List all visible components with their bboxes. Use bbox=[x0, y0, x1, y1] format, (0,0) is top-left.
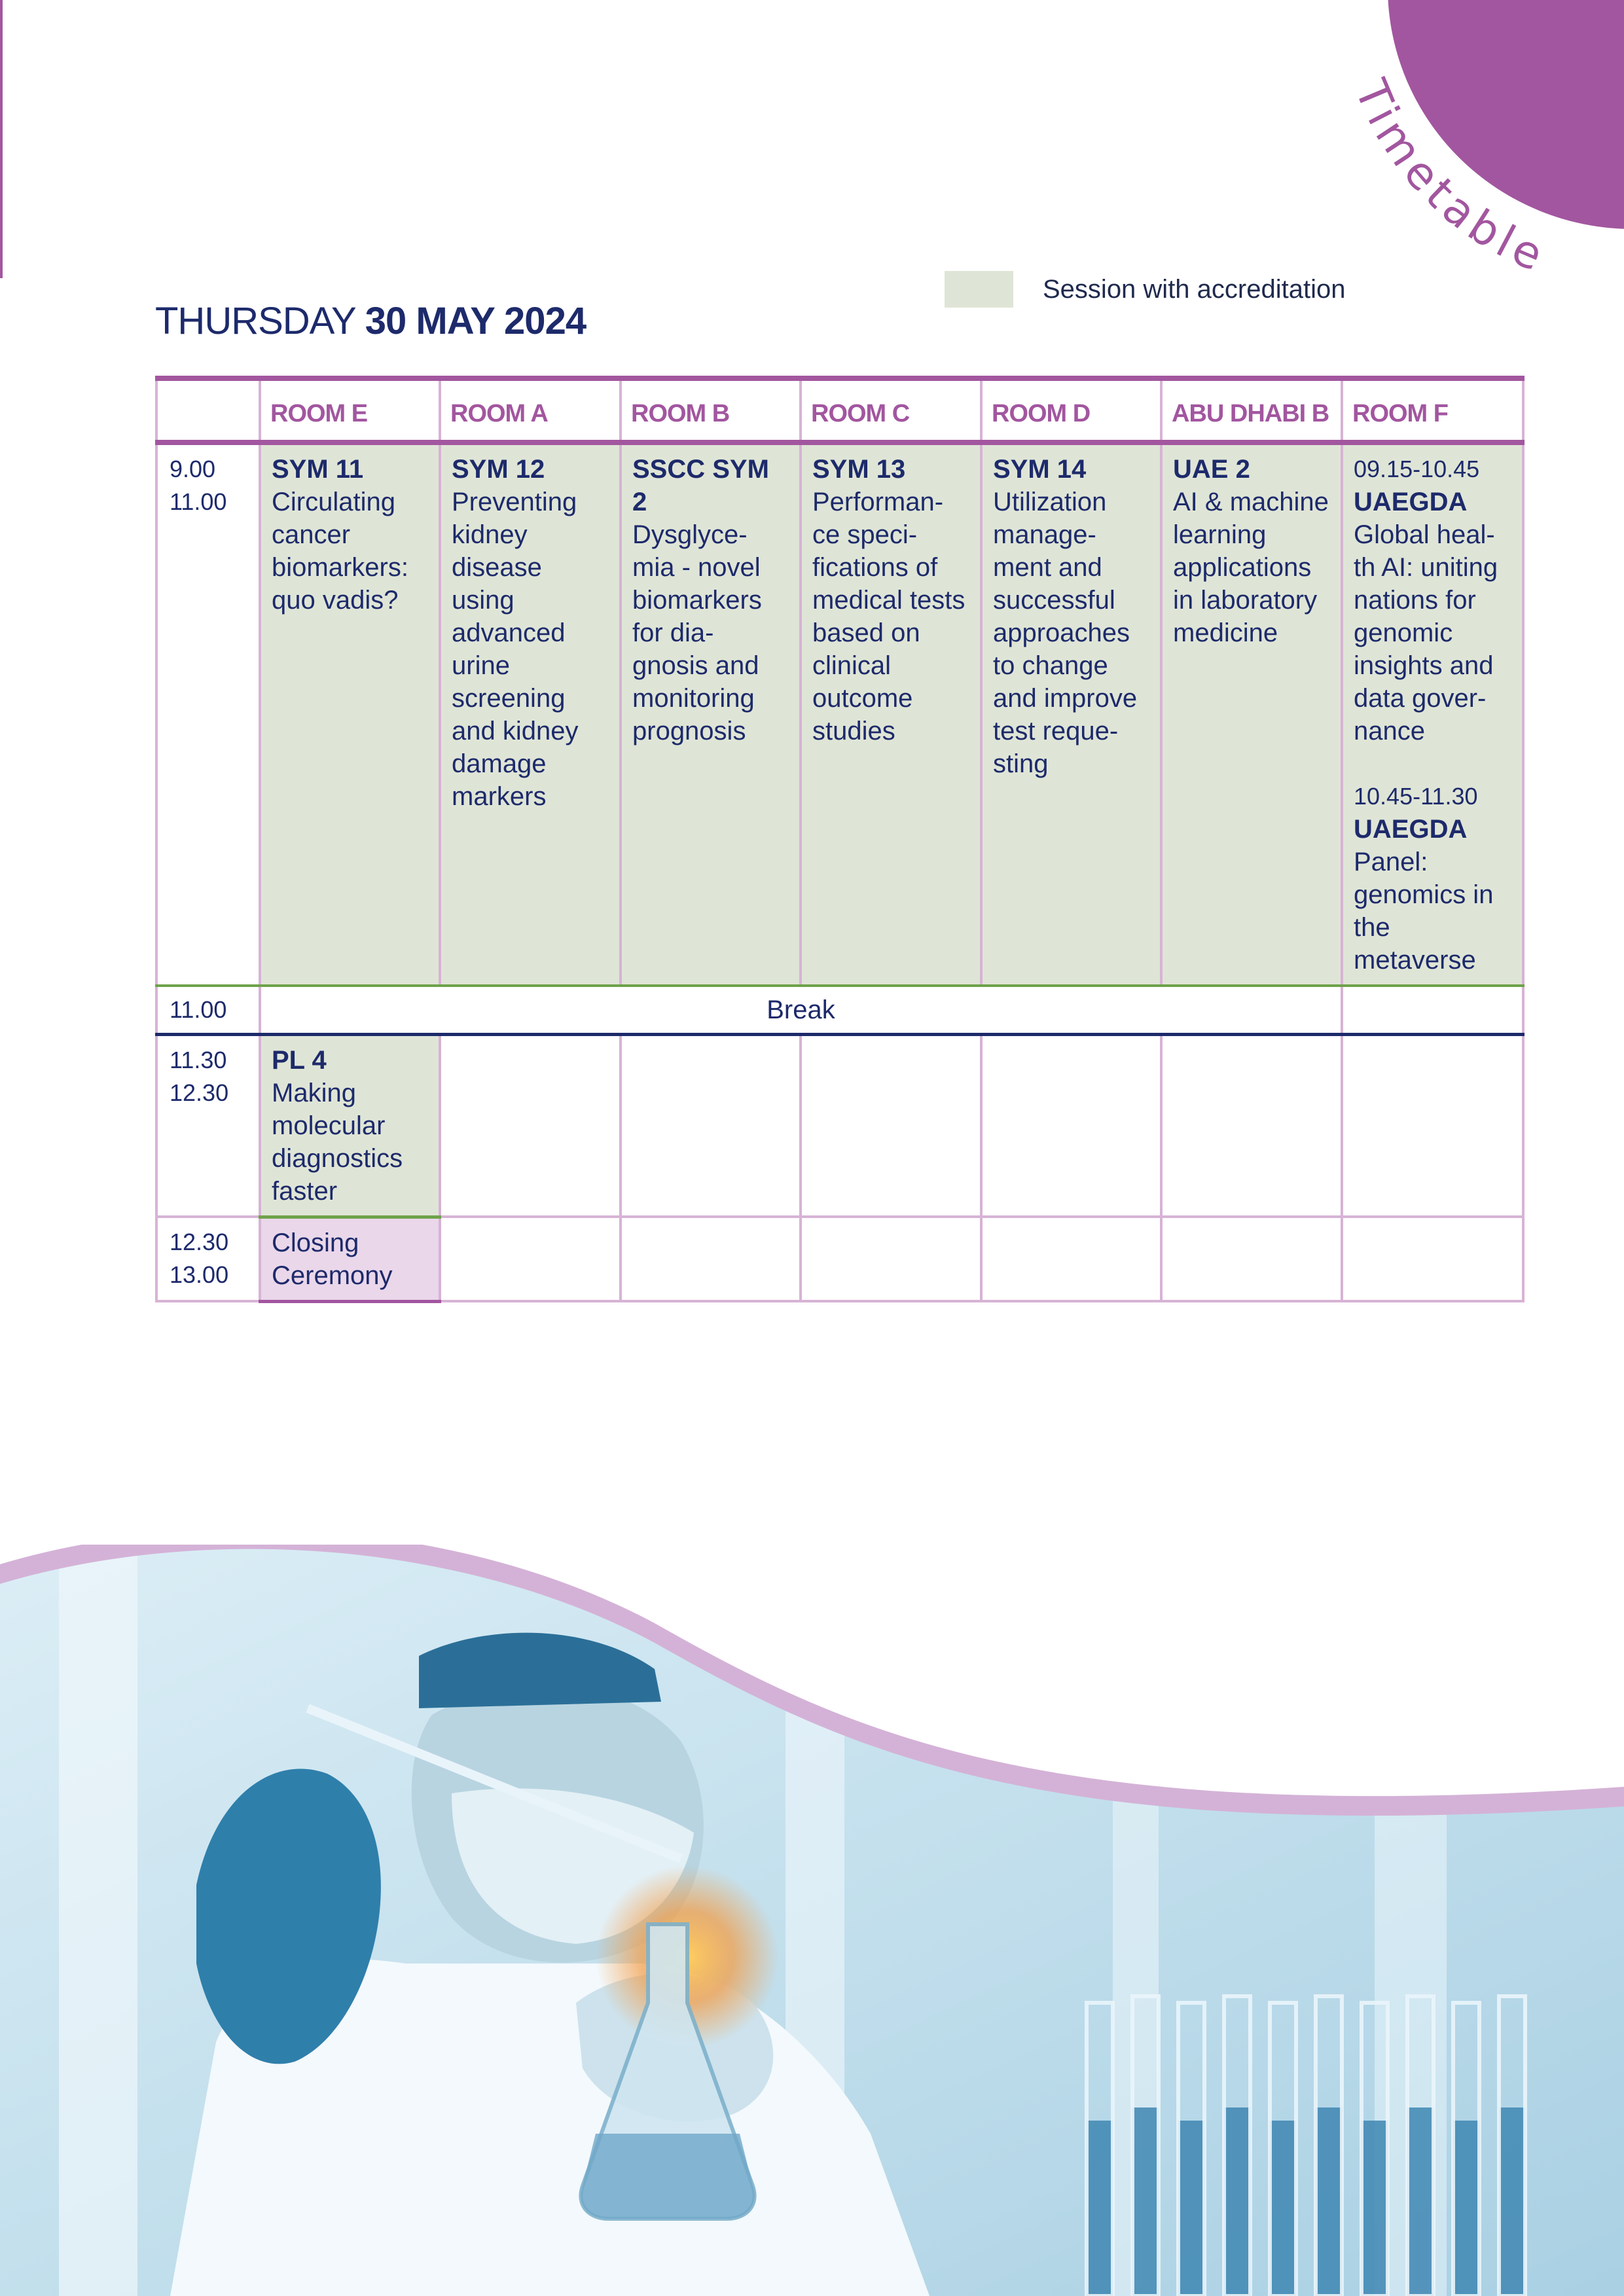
session-cell bbox=[801, 442, 981, 986]
time-end: 13.00 bbox=[170, 1261, 229, 1288]
time-cell bbox=[156, 442, 260, 986]
timetable-label: Timetable bbox=[1344, 73, 1555, 284]
session-title: Preventing kidney disease using advanced urine screening and kidney damage markers bbox=[452, 488, 579, 811]
session-code: SYM 12 bbox=[452, 455, 545, 484]
session-code: UAEGDA bbox=[1354, 488, 1468, 516]
session-time: 09.15-10.45 bbox=[1354, 456, 1480, 482]
session-title: Utilization manage-ment and successful approaches to change and improve test reque-sting bbox=[993, 488, 1138, 778]
session-cell bbox=[440, 442, 621, 986]
session-title: Dysglyce-mia - novel biomarkers for dia-gnosis and monitoring prognosis bbox=[632, 520, 762, 745]
left-accent-rule bbox=[0, 0, 3, 278]
empty-cell bbox=[801, 1217, 981, 1301]
time-header bbox=[156, 378, 260, 442]
header-row bbox=[156, 378, 1523, 442]
session-code: SYM 14 bbox=[993, 455, 1087, 484]
legend-label: Session with accreditation bbox=[1043, 274, 1346, 304]
time-cell bbox=[156, 1217, 260, 1301]
room-header: ROOM D bbox=[981, 378, 1161, 442]
session-code: SSCC SYM 2 bbox=[632, 455, 769, 516]
session-cell-room-f bbox=[1342, 442, 1523, 986]
empty-cell bbox=[621, 1034, 801, 1217]
legend bbox=[945, 271, 1345, 308]
empty-cell bbox=[981, 1034, 1161, 1217]
break-cell: Break bbox=[260, 986, 1342, 1034]
closing-ceremony-cell: Closing Ceremony bbox=[260, 1217, 440, 1301]
laboratory-scientist-image bbox=[0, 1545, 1624, 2296]
slot-row-break bbox=[156, 986, 1523, 1034]
time-start: 12.30 bbox=[170, 1229, 229, 1255]
room-header: ROOM E bbox=[260, 378, 440, 442]
room-header: ROOM B bbox=[621, 378, 801, 442]
room-header: ROOM C bbox=[801, 378, 981, 442]
session-title: Panel: genomics in the metaverse bbox=[1354, 848, 1494, 975]
room-header: ROOM F bbox=[1342, 378, 1523, 442]
empty-cell bbox=[801, 1034, 981, 1217]
empty-cell bbox=[621, 1217, 801, 1301]
day-date: 30 MAY 2024 bbox=[365, 300, 586, 342]
timetable-corner-label bbox=[0, 0, 1624, 301]
empty-cell bbox=[981, 1217, 1161, 1301]
session-title: AI & machine learning applications in laboratory medicine bbox=[1173, 488, 1329, 647]
time-start: 9.00 bbox=[170, 456, 216, 482]
slot-row-morning bbox=[156, 442, 1523, 986]
time-start: 11.30 bbox=[170, 1046, 227, 1073]
time-end: 12.30 bbox=[170, 1079, 229, 1106]
corner-decoration bbox=[1388, 0, 1624, 229]
time-cell: 11.00 bbox=[156, 986, 260, 1034]
session-time: 10.45-11.30 bbox=[1354, 783, 1478, 810]
session-code: PL 4 bbox=[272, 1045, 327, 1075]
empty-cell bbox=[440, 1217, 621, 1301]
legend-swatch bbox=[945, 271, 1013, 308]
session-cell bbox=[621, 442, 801, 986]
slot-row-plenary bbox=[156, 1034, 1523, 1217]
slot-row-closing bbox=[156, 1217, 1523, 1301]
page-title bbox=[155, 299, 586, 343]
session-title: Making molecular diagnostics faster bbox=[272, 1078, 403, 1206]
session-title: Global heal-th AI: uniting nations for genomic insights and data gover-nance bbox=[1354, 520, 1498, 745]
timetable-grid bbox=[155, 376, 1525, 1303]
session-code: UAE 2 bbox=[1173, 455, 1250, 484]
session-cell bbox=[260, 442, 440, 986]
session-cell bbox=[981, 442, 1161, 986]
session-title: Performan-ce speci-fications of medical tests based on clinical outcome studies bbox=[812, 488, 965, 745]
empty-cell bbox=[1342, 1217, 1523, 1301]
session-cell bbox=[260, 1034, 440, 1217]
session-cell bbox=[1161, 442, 1342, 986]
room-header: ROOM A bbox=[440, 378, 621, 442]
empty-cell bbox=[1342, 986, 1523, 1034]
room-header: ABU DHABI B bbox=[1161, 378, 1342, 442]
empty-cell bbox=[1161, 1034, 1342, 1217]
empty-cell bbox=[1161, 1217, 1342, 1301]
empty-cell bbox=[1342, 1034, 1523, 1217]
session-code: SYM 13 bbox=[812, 455, 906, 484]
session-title: Circulating cancer biomarkers: quo vadis? bbox=[272, 488, 408, 615]
empty-cell bbox=[440, 1034, 621, 1217]
session-code: SYM 11 bbox=[272, 455, 364, 484]
time-cell bbox=[156, 1034, 260, 1217]
session-code: UAEGDA bbox=[1354, 815, 1468, 844]
day-name: THURSDAY bbox=[155, 300, 365, 342]
time-end: 11.00 bbox=[170, 488, 227, 515]
